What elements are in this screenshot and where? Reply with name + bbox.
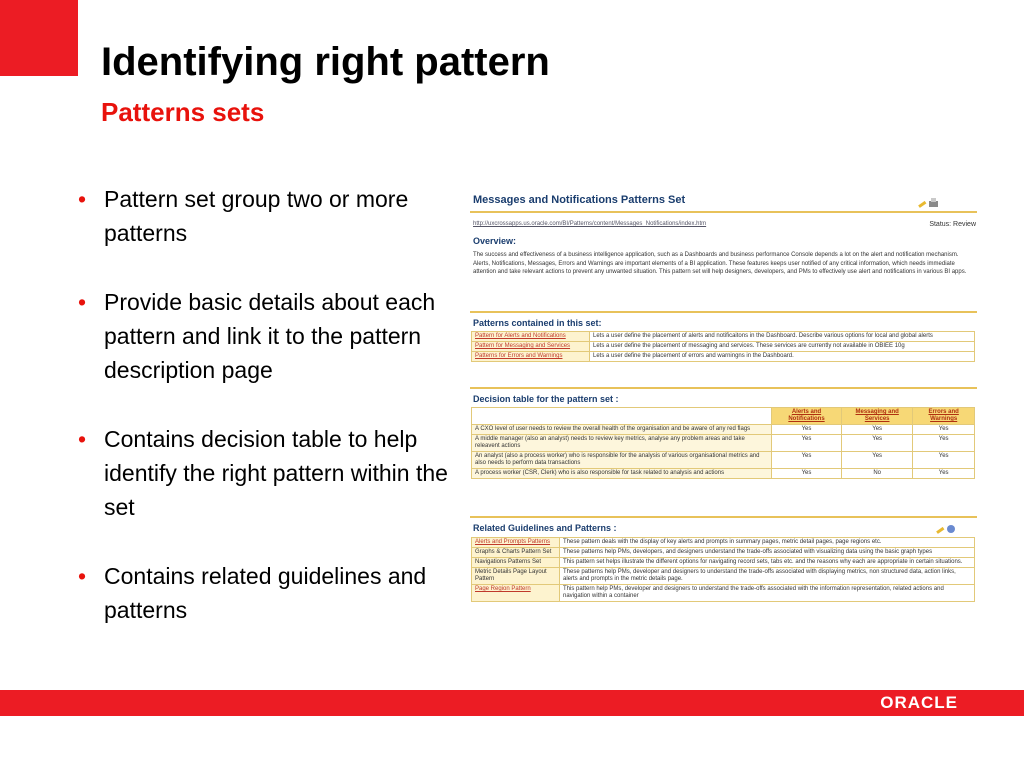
table-row [472,425,975,435]
table-row [472,538,975,548]
table-row [472,585,975,602]
table-cell: Yes [842,425,913,435]
table-cell: Yes [772,425,842,435]
divider [470,387,977,389]
decision-table [471,407,975,479]
table-cell: Yes [772,435,842,452]
patterns-heading: Patterns contained in this set: [473,318,602,328]
related-item: Graphs & Charts Pattern Set [472,548,560,558]
table-row [472,568,975,585]
table-cell: Yes [913,452,975,469]
pattern-link[interactable]: Pattern for Alerts and Notifications [472,332,590,342]
accent-square [0,0,78,76]
bullet-item: • Contains related guidelines and patterns [78,559,463,627]
table-header-cell [472,408,772,425]
pattern-link[interactable]: Pattern for Messaging and Services [472,342,590,352]
edit-info-icons[interactable] [935,524,957,536]
bullet-icon: • [78,289,87,315]
bullet-item: • Contains decision table to help identify the right pattern within the set [78,422,463,524]
bullet-item: • Pattern set group two or more patterns [78,182,463,250]
table-cell: An analyst (also a process worker) who is responsible for the analysis of various organisational metrics and also needs to perform data transactions [472,452,772,469]
pattern-link[interactable]: Patterns for Errors and Warnings [472,352,590,362]
related-table [471,537,975,602]
table-cell: Yes [772,469,842,479]
table-cell: This pattern set helps illustrate the different options for navigating record sets, tabs etc. and the reasons why each are appropriate in certain situations. [560,558,975,568]
table-cell: Yes [913,469,975,479]
slide-subtitle: Patterns sets [101,97,265,127]
table-row [472,352,975,362]
divider [470,211,977,213]
edit-icon[interactable] [917,198,941,208]
table-row [472,469,975,479]
decision-heading: Decision table for the pattern set : [473,394,619,404]
table-cell: No [842,469,913,479]
divider [470,311,977,313]
status-label: Status: Review [929,221,976,228]
table-cell: A CXO level of user needs to review the overall health of the organisation and be aware of any red flags [472,425,772,435]
table-cell: These patterns help PMs, developers, and designers understand the trade-offs associated with visualizing data using the basic graph types [560,548,975,558]
table-row [472,332,975,342]
bullet-list [78,182,463,662]
info-icon[interactable] [935,524,957,534]
table-row [472,342,975,352]
table-header-cell[interactable]: Alerts and Notifications [772,408,842,425]
table-row [472,548,975,558]
table-cell: This pattern help PMs, developer and designers to understand the trade-offs associated with the information representation, related actions and navigation within a container [560,585,975,602]
page-url[interactable]: http://uxcrossapps.us.oracle.com/BI/Patterns/content/Messages_Notifications/index.htm [473,221,707,227]
edit-print-icons[interactable] [917,198,941,210]
table-cell: A process worker (CSR, Clerk) who is also responsible for task related to analysis and actions [472,469,772,479]
pattern-set-screenshot [470,191,977,649]
table-row [472,452,975,469]
related-item: Navigations Patterns Set [472,558,560,568]
related-heading: Related Guidelines and Patterns : [473,523,617,533]
table-cell: Yes [842,435,913,452]
table-cell: Yes [913,425,975,435]
footer-bar [0,690,1024,716]
bullet-icon: • [78,426,87,452]
bullet-icon: • [78,186,87,212]
table-header-cell[interactable]: Messaging and Services [842,408,913,425]
table-cell: Yes [913,435,975,452]
related-link[interactable]: Page Region Pattern [472,585,560,602]
bullet-icon: • [78,563,87,589]
table-header-row [472,408,975,425]
table-cell: These pattern deals with the display of key alerts and prompts in summary pages, metric detail pages, page regions etc. [560,538,975,548]
table-cell: A middle manager (also an analyst) needs to review key metrics, analyse any problem areas and take releavent actions [472,435,772,452]
overview-heading: Overview: [473,236,517,246]
oracle-logo: ORACLE [880,693,958,712]
table-row [472,558,975,568]
table-cell: Yes [772,452,842,469]
divider [470,516,977,518]
bullet-item: • Provide basic details about each pattern and link it to the pattern description page [78,285,463,387]
table-cell: Lets a user define the placement of alerts and notificaitons in the Dashboard. Describe various options for local and global alerts [590,332,975,342]
related-item: Metric Details Page Layout Pattern [472,568,560,585]
table-header-cell[interactable]: Errors and Warnings [913,408,975,425]
table-cell: Lets a user define the placement of errors and warningns in the Dashboard. [590,352,975,362]
table-cell: Lets a user define the placement of messaging and services. These services are currently not available in OBIEE 10g [590,342,975,352]
table-row [472,435,975,452]
related-link[interactable]: Alerts and Prompts Patterns [472,538,560,548]
patterns-table [471,331,975,362]
slide-title: Identifying right pattern [101,40,550,84]
panel-title: Messages and Notifications Patterns Set [473,194,686,206]
table-cell: Yes [842,452,913,469]
overview-text: The success and effectiveness of a business intelligence application, such as a Dashboards and business performance Console depends a lot on the alert and notification mechanism. Alerts, Notifications, Messages, Errors and Warnings are important elements of a BI application. These features keeps user notified of any critical information, which needs immediate attention and take relevant actions to prevent any unwanted situation. This pattern set will help designers, developers, and PMs to effectively use alert and notifications in various BI apps. [473,252,967,275]
table-cell: These patterns help PMs, developer and designers to understand the trade-offs associated with displaying metrics, non structured data, action links, alerts and prompts in the metric details page. [560,568,975,585]
